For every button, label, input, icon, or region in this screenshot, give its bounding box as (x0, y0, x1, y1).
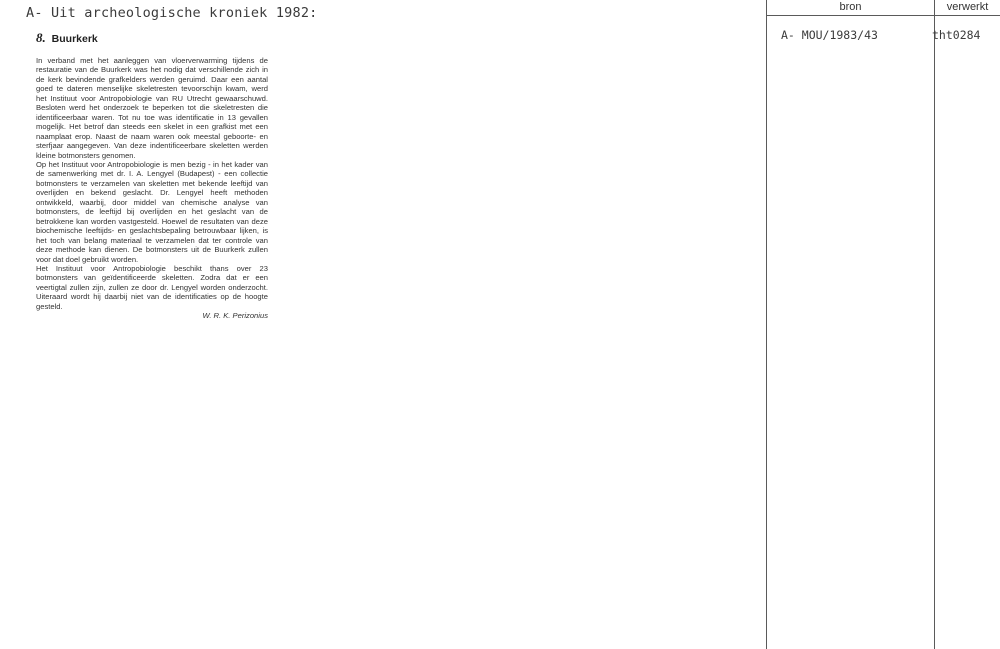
column-header-verwerkt: verwerkt (946, 1, 989, 13)
article-author: W. R. K. Perizonius (202, 311, 268, 321)
article-title (36, 30, 268, 46)
article-clipping (36, 30, 268, 321)
article-paragraph-3: Het Instituut voor Antropobiologie beschikt thans over 23 botmonsters van geïdentificeerde skeletten. Zodra dat er een veertigtal zullen zijn, zullen ze door dr. Lengyel worden onderzocht. Uiteraard wordt hij daarbij niet van de identificaties op de hoogte gesteld. (36, 263, 268, 311)
verwerkt-value: tht0284 (932, 28, 981, 42)
article-paragraph-1: In verband met het aanleggen van vloerverwarming tijdens de restauratie van de Buurkerk was het nodig dat verschillende zich in de kerk bevindende grafkelders werden geruimd. Daar een aantal goed te dateren menselijke skeletresten tevoorschijn kwam, werd het Instituut voor Antropobiologie van RU Utrecht gewaarschuwd. Besloten werd het onderzoek te beperken tot die skeletresten die identificeerbaar waren. Tot nu toe was identificatie in 13 gevallen mogelijk. Het betrof dan steeds een skelet in een grafkist met een naamplaat erop. Naast de naam waren ook meestal geboorte- en sterfjaar aangegeven. Van deze indentificeerbare skeletten werden kleine botmonsters genomen. (36, 56, 268, 160)
article-body (36, 56, 268, 311)
article-number: 8. (36, 30, 46, 45)
article-title-text: Buurkerk (51, 33, 98, 45)
column-divider-right (934, 0, 935, 649)
card-heading: A- Uit archeologische kroniek 1982: (26, 5, 318, 21)
article-paragraph-2: Op het Instituut voor Antropobiologie is men bezig - in het kader van de samenwerking met dr. I. A. Lengyel (Budapest) - een collectie botmonsters te verzamelen van skeletten met bekende leeftijd van overlijden en bekend geslacht. Dr. Lengyel heeft methoden ontwikkeld, waarbij, door middel van chemische analyse van botmonsters, de leeftijd bij overlijden en het geslacht van de betrokkene kan worden vastgesteld. Hoewel de resultaten van deze biochemische leeftijds- en geslachtsbepaling betrouwbaar lijken, is het toch van belang materiaal te verzamelen dat ter controle van deze methode kan dienen. De botmonsters uit de Buurkerk zullen voor dat doel gebruikt worden. (36, 159, 268, 264)
bron-value: A- MOU/1983/43 (781, 28, 878, 42)
column-header-bron: bron (839, 1, 862, 13)
header-divider (766, 15, 1000, 16)
column-divider-left (766, 0, 767, 649)
